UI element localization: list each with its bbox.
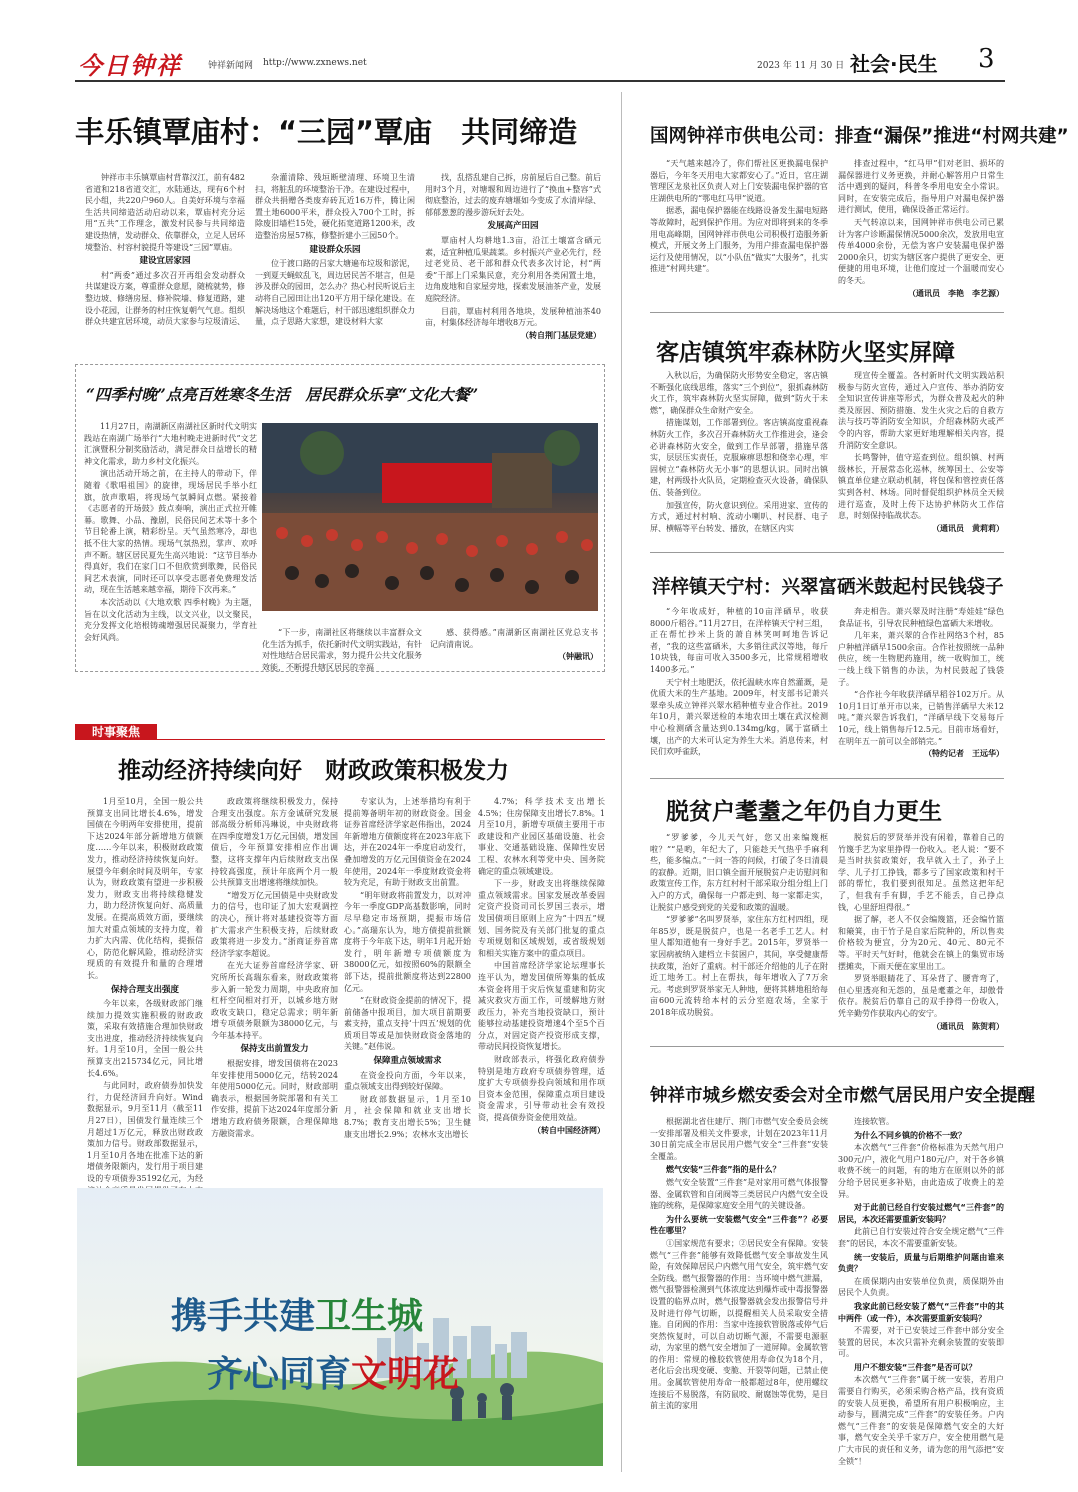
site-url[interactable]: http://www.zxnews.net	[263, 58, 367, 68]
event-photo	[262, 423, 598, 611]
kedian-column: 入秋以后，为确保防火形势安全稳定，客店镇不断强化底线思维，落实“三个到位”，狠抓森林防火工作，筑牢森林防火坚实屏障，做到“防火于未燃”，确保群众生命财产安全。 措施谋划，工作部署到位。客店镇高度重视森林防火工作，多次召开森林防火工作推进会，逢会必讲森林防火安全，做到工作早部署，措施早落实，层层压实责任，克服麻痹思想和侥幸心理，牢固树立“森林防火无小事”的思想认识。同时出镇建，村两级扑火队员，定期检查灭火设备，确保队伍、装备到位。 加强宣传，防火意识到位。采用进家、宣传的方式，通过村村响、流动小喇叭、村民群、电子屏、横幅等平台转发、播放，在辖区内实	[650, 371, 828, 533]
site-name: 钟祥新闻网	[208, 61, 254, 71]
crowd-illustration	[262, 423, 598, 611]
masthead	[0, 0, 1078, 82]
article-title: 丰乐镇覃庙村：“三园”覃庙 共同缔造	[75, 115, 578, 149]
shishi-tag: 时事聚焦	[75, 724, 157, 740]
kedian-title: 客店镇筑牢森林防火坚实屏障	[656, 340, 955, 366]
shishi-column: 政政策将继续积极发力，保持合理支出强度。东方金诚研究发展部高级分析师冯琳说，中央财政将在四季度增发1万亿元国债，增发国债后，今年预算安排相应作出调整，这将支撑年内后续财政支出保持较高强度，预计年底两个月一般公共预算支出增速将继续加快。 “增发万亿元国债是中央财政发力的信号，也印证了加大宏观调控的决心，预计将对基建投资等方面扩大需求产生积极支持，后续财政政策将进一步发力。”浙商证券首席经济学家李超说。 在光大证券首席经济学家、研究所所长高瑞东看来，财政政策将步入新一轮发力周期，中央政府加杠杆空间相对打开，以城乡地方财政收支缺口，稳定总需求；明年新增专项债务限额为38000亿元，与今年基本持平。 保持支出前置发力 根据安排，增发国债将在2023年安排使用5000亿元，结转2024年使用5000亿元。同时，财政部明确表示，根据国务院部署和有关工作安排，提前下达2024年度部分新增地方政府债务限额，合理保障地方融资需求。	[211, 797, 338, 1138]
shishi-column: 1月至10月，全国一般公共预算支出同比增长4.6%，增发国债在今明两年安排使用，提前下达2024年部分新增地方债额度……今年以来，积极财政政策发力，推动经济持续恢复向好。展望今年剩余时间及明年，专家认为，财政政策有望进一步积极发力，财政支出将持续稳健发力，助力经济恢复向好、高质量发展。在提高质效方面，要继续加大对重点领域的支持力度，着力扩大内需、优化结构，提振信心，防范化解风险，推动经济实现质的有效提升和量的合理增长。 保持合理支出强度 今年以来，各级财政部门继续加力提效实施积极的财政政策，采取有效措施合理加快财政支出进度，推动经济持续恢复向好。1月至10月，全国一般公共预算支出215734亿元，同比增长4.6%。 与此同时，政府债券加快发行，力促经济回升向好。Wind数据显示，9月至11月（截至11月27日），国债发行量连续三个月超过1万亿元，释放出财政政策加力信号。财政部数据显示，1月至10月各地在批准下达的新增债务限额内，发行用于项目建设的专项债券35192亿元，为经	[87, 797, 203, 1183]
tuopin-column: 脱贫后的罗贤举并没有闲着，靠着自己的竹篾手艺为家里挣得一份收入。老人说：“要不是当时扶贫政策好，我早就入土了，孙子上学、儿子打工挣钱，都多亏了国家政策和村干部的帮忙，我们要到很知足。虽然这把年纪了，但我有手有脚，手艺不能丢，自己挣点钱，心里舒坦得很。” 据了解，老人不仅会编篾篮，还会编竹篮和簸箕，由于竹子是自家后院种的，所以售卖价格较为便宜，分为20元、40元、80元不等。平时天气好时，他就会在镇上的集贸市场摆摊卖，下雨天便在家里出工。 罗贤举眼睛花了、耳朵背了、腰背弯了，但心里透亮和无怨的，虽是耄耋之年，却傲骨依存。脱贫后仍靠自己的双手挣得一份收入，凭辛勤劳作获取内心的安宁。 （通讯员 陈贺莉）	[838, 833, 1004, 1031]
divider	[650, 1046, 1004, 1047]
article-column: 杂灌清除、残垣断壁清理、环境卫生清扫，将脏乱的环境整治干净。在建设过程中，群众共捐赠各类废弃砖瓦近16万件，腾让闲置土地6000平米，群众投入700个工时，拆除废旧墙栏15处，硬化拓宽道路1200米，改造整治房屋57栋，修整折建小三园50个。 建设群众乐园 位于渡口路的吕家大塘遍布垃圾和淤泥，一到夏天蝇蚊乱飞，周边居民苦不堪言，但是涉及群众的园田，怎么办？热心村民听说后主动将自己园田让出120平方用于绿化建设。在解决场地这个难题后，村干部迅速组织群众力量，点子思路大家想，建设材料大家	[255, 173, 415, 327]
article-column: 钟祥市丰乐镇覃庙村背靠汉江，前有482省道和218省道交汇，水陆通达，现有6个村民小组，共220户960人。自美好环境与幸福生活共同缔造活动启动以来，覃庙村充分运用“五共”工作理念，激发村民参与共同缔造建设热情，发动群众、依靠群众，立足人居环境整治、村容村貌提升等建设“三园”覃庙。 建设宜居家园 村“两委”通过多次召开再组会发动群众共谋建设方案，尊重群众意愿，随梳就势，修整边坡、修缮房屋、修补院墙、修复道路，建设小花园，让群务的村庄恢复朝气气息。组织群众共建宜居环境，动员大家参与垃圾清运、	[85, 173, 245, 327]
page-number: 3	[978, 44, 995, 74]
shishi-column: 4.7%；科学技术支出增长4.5%；住房保障支出增长7.8%。1月至10月，新增专项债主要用于市政建设和产业园区基础设施、社会事业、交通基础设施、保障性安居工程、农林水利等党中央、国务院确定的重点领域建设。 下一步，财政支出将继续保障重点领域需求。国家发展改革委固定资产投资司司长罗国三表示，增发国债项目原则上应为“十四五”规划、国务院及有关部门批复的重点专项规划和区域规划，或省级规划和相关实施方案中的重点项目。 中国首席经济学家论坛理事长连平认为，增发国债所筹集的低成本资金将用于灾后恢复重建和防灾减灾救灾方面工作，可缓解地方财政压力，补充当地投资缺口，预计能够拉动基建投资增速4个至5个百分点，对固定资产投资形成支撑，带动民间投资恢复增长。 财政部表示，将强化政府债券特别是地方政府专项债券管理，适度扩大专项债券投向领域和用作项目资本金范围，保障重点项目建设资金需求，引导带动社会有效投资，提高债券资金使用效益。 （转自中国经济网）	[478, 797, 605, 1135]
article-siji	[75, 364, 605, 672]
divider	[650, 312, 1004, 313]
ranqi-title: 钟祥市城乡燃安委会对全市燃气居民用户安全提醒	[650, 1086, 1035, 1106]
article-column: 找，乱搭乱建自己拆，房前屋后自己整。前后用时3个月，对塘堰和周边进行了“换血+整容”式彻底整治，过去的废弃塘堰如今变成了水清岸绿、郁郁葱葱的漫步游玩好去处。 发展高产田园 覃庙村人均耕地1.3亩，沿江土壤富含硒元素，适宜种植瓜果蔬菜。乡村振兴产业必先行，经过老党员、老干部和群众代表多次讨论，村“两委”干部上门采集民意，充分利用各类闲置土地，边角废地和自家屋旁地，探索发展油茶产业，发展庭院经济。 目前，覃庙村利用各地块，发展种植油茶40亩，村集体经济每年增收8万元。 （转自荆门基层党建）	[425, 173, 601, 340]
divider	[650, 778, 1004, 779]
tuopin-column: “罗爹爹，今儿天气好，您又出来编篾框啦？”“是哟，年纪大了，只能趁天气热乎手麻利些，能多编点。”一问一答的问候，打破了冬日清晨的寂静。近期，旧口镇全面开展脱贫户走访慰问和政策宣传工作，东方红村村干部采取分组分组上门入户的方式，确保每一户都走到、每一家都走实，让脱贫户感受到党的关爱和政策的温暖。 “罗爹爹”名叫罗贤举，家住东方红村四组，现年85岁，既是脱贫户，也是一名老手工艺人。村里人都知道他有一身好手艺。2015年，罗贤举一家因病被纳入建档立卡贫困户，其间，享受健康帮扶政策，治好了重病。村干部还介绍他的儿子在附近工地务工。村上在帮扶，每年增收入了7万余元。考虑到罗贤举家无人种地，便将其耕地租给每亩600元流转给本村的云分室庭农场，全家于2018年成功脱贫。	[650, 833, 828, 1017]
article-column: 11月27日，南湖新区南湖社区新时代文明实践站在南湖广场举行“大地村晚走进新时代”文艺汇演暨积分制奖励活动，满足群众日益增长的精神文化需求，助力乡村文化振兴。 演出活动开场之前，在主持人的带动下，伴随着《歌唱祖国》的旋律，现场居民手举小红旗，放声歌唱，将现场气氛瞬间点燃。紧接着《志愿者的开场鼓》鼓点奏响，演出正式拉开帷幕。歌舞、小品、豫剧，民俗民间艺术等十多个节目轮番上演，精彩纷呈。天气虽然寒冷，却也抵不住大家的热情。现场气氛热烈，掌声、欢呼声不断。辖区居民夏先生高兴地说：“这节目举办得真好，我们在家门口不但欣赏到歌舞，民俗民间艺术表演，同时还可以享受志愿者免费理发活动，现在生活越来越幸福，期待下次再来。” 本次活动以《大地欢歌 四季村晚》为主题，旨在以文化活动为主线，以文兴业，以文聚民，充分发挥文化培根铸魂增强居民凝聚力，学育社会好风尚。	[84, 422, 257, 642]
divider	[650, 552, 1004, 553]
banner-line-1: 携手共建卫生城	[171, 1296, 424, 1337]
yangzi-title: 洋梓镇天宁村：兴翠富硒米鼓起村民钱袋子	[652, 577, 1004, 598]
civic-banner	[77, 1188, 603, 1466]
yangzi-column: “今年收成好，种植的10亩洋硒早，收获8000斤稻谷。”11月27日，在洋梓镇天宁村三组，正在帮忙抄米上货的萧自林笑呵呵地告诉记者，“我的这些富硒米，大多销往武汉等地，每斤10块钱，每亩可收入3500多元，比常规稻增收1400多元。” 天宁村土地肥沃，依托温峡水库自然灌溉，是优质大米的生产基地。2009年，村支部书记萧兴翠牵头成立钟祥兴翠水稻种植专业合作社。2019年10月，萧兴翠送检的本地农田土壤在武汉检测中心检测硒含量达到0.134mg/kg，属于富硒土壤，出产的大米可认定为养生大米。消息传来，村民们欢呼雀跃，	[650, 607, 828, 757]
banner-line-2: 齐心同育文明花	[207, 1354, 460, 1395]
gongdian-title: 国网钟祥市供电公司：排查“漏保”推进“村网共建”	[650, 126, 1069, 147]
article-column: “下一步，南湖社区将继续以丰富群众文化生活为抓手，依托新时代文明实践站，有针对性地结合居民需求，努力提升公共文化服务效能，不断提升辖区居民的幸福	[262, 628, 422, 672]
ranqi-column: 根据湖北省住建厅、荆门市燃气安全委员会统一安排部署及相关文件要求，计划在2023年11月30日前完成全市居民用户燃气安全“三件套”安装全覆盖。 燃气安装“三件套”指的是什么？ 燃气安全装置“三件套”是对家用可燃气体报警器、金属软管和自闭阀等三类居民户内燃气安全设施的统称，是保障家庭安全用气的关键设备。 为什么要统一安装燃气安全“三件套”？必要性在哪里？ ①国家规范有要求；②居民安全有保障。安装燃气“三件套”能够有效降低燃气安全事故发生风险，有效保障居民户内燃气用气安全，筑牢燃气安全防线。燃气报警器的作用：当环境中燃气泄漏，燃气报警器检测到气体浓度达到爆炸或中毒报警器设置的临界点时，燃气报警器就会发出报警信号并及时进行停气切断，以提醒相关人员采取安全措施。自闭阀的作用：当家中连接软管脱落或停气后突然恢复时，可以自动切断气源，不需要电源驱动，为家里的燃气安全增加了一道屏障。金属软管的作用：常规的橡胶软管使用寿命仅为18个月，老化后会出现变硬、变脆、开裂等问题，已禁止使用。金属软管使用寿命一般都超过8年，使用螺纹连接后不易脱落，有防鼠咬、耐腐蚀等优势，是目前主流的家用	[650, 1117, 828, 1411]
yangzi-column: 奔走相告。萧兴翠及时注册“寿娃娃”绿色食品证书，引导农民种植绿色富硒大米增收。 几年来，萧兴翠的合作社网络3个村，85户种植洋硒早1500余亩。合作社按照统一品种供应，统一生物肥药施用，统一收购加工，统一线上线下销售的办法，为村民鼓起了钱袋子。 “合作社今年收获洋硒早稻谷102万斤。从10月1日订单开市以来，已销售洋硒早大米12吨。”萧兴翠告诉我们，“洋硒早线下交易每斤10元，线上销售每斤12.5元。目前市场看好，在明年五一前可以全部销完。” （特约记者 王远华）	[838, 607, 1004, 759]
issue-date: 2023 年 11 月 30 日	[757, 61, 845, 71]
section-name: 社会·民生	[850, 52, 938, 76]
article-column: 感、获得感。”南湖新区南湖社区党总支书记向清南说。 （钟融讯）	[430, 628, 598, 662]
masthead-rule	[75, 80, 1005, 82]
shishi-column: 专家认为，上述举措均有利于提前筹备明年初的财政资金。国金证券首席经济学家赵伟指出，2024年新增地方债额度将在2023年底下达，并在2024年一季度启动发行，叠加增发的万亿元国债资金在2024年使用，2024年一季度财政资金将较为充足，有助于财政支出前置。 “明年财政将前置发力，以对冲今年一季度GDP高基数影响，同时尽早稳定市场预期，提振市场信心。”高瑞东认为，地方债提前批额度将于今年底下达，明年1月起开始发行，明年新增专项债额度为38000亿元，如按照60%的限额全部下达，提前批额度将达到22800亿元。 “在财政资金提前的情况下，提前储备中报项目，加大项目前期要素支持，重点支持‘十四五’规划的优质项目等或是加快财政资金落地的关键。”赵伟说。 保障重点领域需求 在资金投向方面，今年以来，重点领域支出得到较好保障。 财政部数据显示，1月至10月，社会保障和就业支出增长8.7%；教育支出增长5%；卫生健康支出增长2.9%；农林水支出增长	[344, 797, 471, 1139]
gongdian-column: “天气越来越冷了，你们帮社区更换漏电保护器后，今年冬天用电大家都安心了。”近日，官庄湖管理区龙泉社区负责人对上门安装漏电保护器的官庄湖供电所的“鄂电红马甲”说道。 据悉，漏电保护器能在线路设备发生漏电短路等故障时，起到保护作用。为应对即将到来的冬季用电高峰期，国网钟祥市供电公司积极打造服务新模式，开展文务上门服务，为用户排查漏电保护器运行及使用情况，以“小队伍”做实“大服务”，扎实推进“村网共建”。	[650, 159, 828, 274]
tuopin-title: 脱贫户耄耋之年仍自力更生	[666, 799, 942, 825]
tag-rule	[157, 739, 605, 740]
article-fengle	[75, 110, 610, 350]
newspaper-logo: 今日钟祥	[78, 51, 182, 80]
article-title: “四季村晚”点亮百姓寒冬生活 居民群众乐享“文化大餐”	[86, 385, 479, 404]
ranqi-column: 连接软管。 为什么不同乡镇的价格不一致？ 本次燃气“三件套”价格标准为天然气用户300元/户，液化气用户180元/户，对于各乡镇收费不统一的问题，有的地方在原则以外的部分给予居民更多补贴，由此造成了收费上的差异。 对于此前已经自行安装过燃气“三件套”的居民，本次还需要重新安装吗？ 此前已自行安装过符合安全规定燃气“三件套”的居民，本次不需要重新安装。 统一安装后，质量与后期维护问题由谁来负责？ 在质保期内由安装单位负责，质保期外由居民个人负责。 我家此前已经安装了燃气“三件套”中的其中两件（或一件），本次需要重新安装吗？ 不需要，对于已安装过三件套中部分安全装置的居民，本次只需补充剩余装置的安装即可。 用户不想安装“三件套”是否可以？ 本次燃气“三件套”属于统一安装，若用户需要自行购买，必须采购合格产品，找有资质的安装人员更换，希望所有用户积极响应，主动参与，圆满完成“三件套”的安装任务。户内燃气“三件套”的安装是保障燃气安全的大好事，燃气安全关乎千家万户，安全使用燃气是广大市民的责任和义务，请为您的用气添把“安全锁”！	[838, 1117, 1004, 1466]
gongdian-column: 排查过程中，“红马甲”们对老旧、损坏的漏保器进行义务更换，并耐心解答用户日常生活中遇到的疑问，科普冬季用电安全小常识。同时，在安装完成后，指导用户对漏电保护器进行测试，使用，确保设备正常运行。 天气转凉以来，国网钟祥市供电公司已累计为客户诊断漏保情况5000余次，发放用电宣传单4000余份，无偿为客户安装漏电保护器2000余只，切实为辖区客户提供了更安全、更便捷的用电环境，让他们度过一个温暖而安心的冬天。 （通讯员 李艳 李艺源）	[838, 159, 1004, 298]
kedian-column: 现宣传全覆盖。各村新时代文明实践站积极参与防火宣传，通过入户宣传、举办消防安全知识宣传讲座等形式，为群众普及起火的种类及原因、预防措施、发生火灾之后的自救方法与技巧等消防安全知识，介绍森林防火或严令的内容，帮助大家更好地理解相关内容，提升消防安全意识。 长鸣警钟，值守巡查到位。组织镇、村两级林长，开展常态化巡林，统筹国土、公安等镇直单位建立联动机制，将包保和管控责任落实到各村、林场。同时督促组织护林员全天候进行巡查，及时上传下达协护林防火工作信息，时刻保持临战状态。 （通讯员 黄莉莉）	[838, 371, 1004, 533]
column-divider	[621, 92, 622, 1472]
shishi-title: 推动经济持续向好 财政政策积极发力	[118, 758, 509, 784]
